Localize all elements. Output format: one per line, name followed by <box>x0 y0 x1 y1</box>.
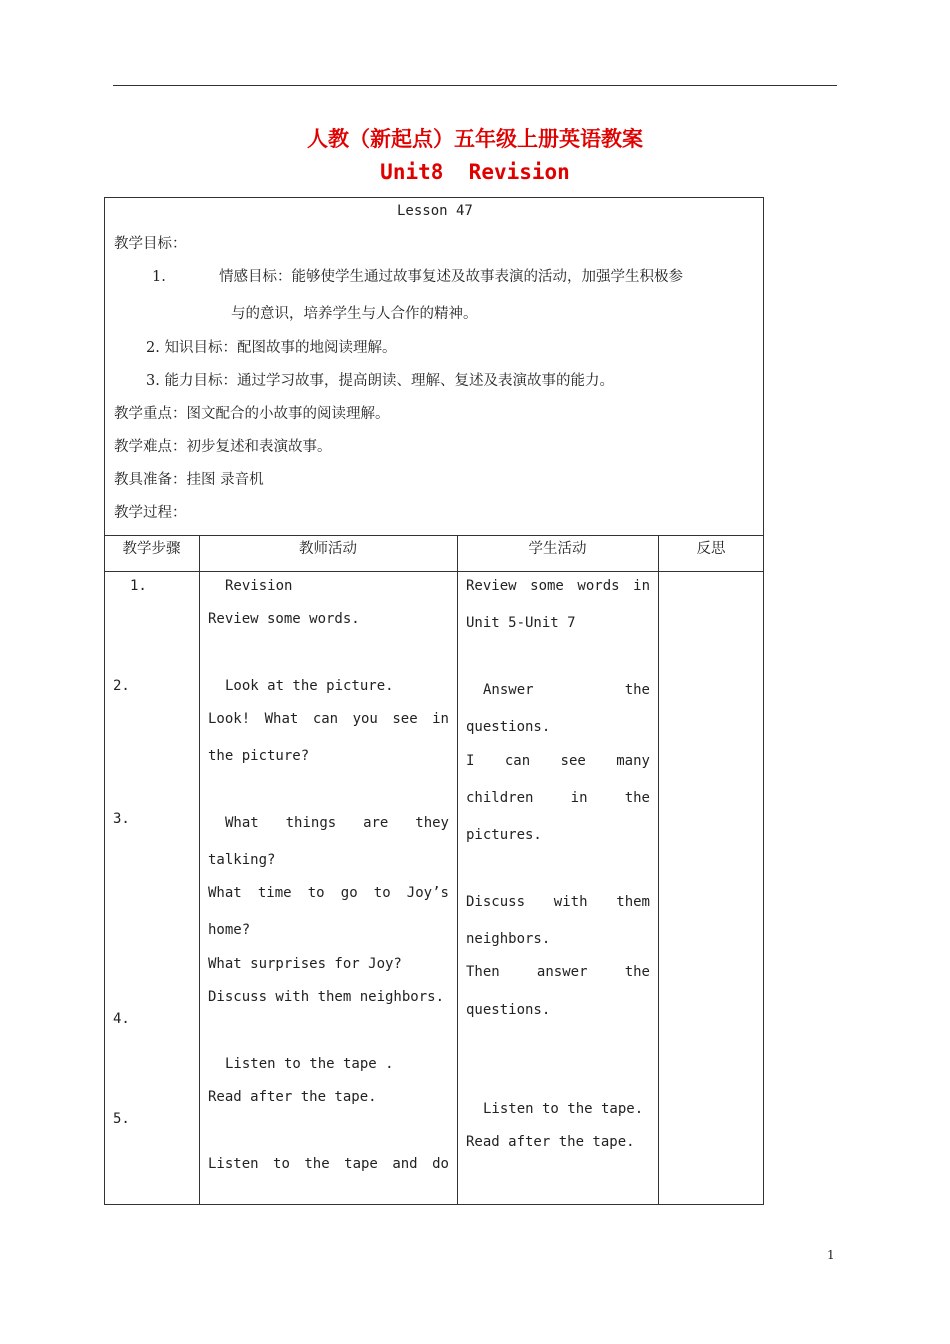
teacher-review-words: Review some words. <box>208 611 360 627</box>
page-number: 1 <box>827 1248 835 1262</box>
table-header-border <box>104 571 764 572</box>
column-divider-1 <box>199 535 200 1205</box>
student-children: children in the <box>466 790 650 806</box>
teacher-listen-tape: Listen to the tape . <box>225 1056 394 1072</box>
lesson-label: Lesson 47 <box>397 203 473 219</box>
column-divider-3 <box>658 535 659 1205</box>
header-steps: 教学步骤 <box>122 541 181 557</box>
table-top-border <box>104 535 764 536</box>
student-pictures: pictures. <box>466 827 542 843</box>
teacher-things-question: What things are they <box>225 815 449 831</box>
student-see: I can see many <box>466 753 650 769</box>
student-neighbors: neighbors. <box>466 931 551 947</box>
step-number: 5. <box>113 1111 130 1127</box>
teacher-revision: Revision <box>225 578 293 594</box>
goal1-line1: 情感目标：能够使学生通过故事复述及故事表演的活动，加强学生积极参 <box>219 269 683 285</box>
page-title: 人教（新起点）五年级上册英语教案 <box>307 127 643 151</box>
student-review-words: Review some words in <box>466 578 650 594</box>
goal1-number: 1. <box>152 269 166 285</box>
teacher-time-question: What time to go to Joy’s <box>208 885 449 901</box>
goal1-line2: 与的意识，培养学生与人合作的精神。 <box>231 306 478 322</box>
header-rule <box>113 85 837 86</box>
process-label: 教学过程： <box>114 505 187 521</box>
student-review-end: Unit 5-Unit 7 <box>466 615 576 631</box>
student-questions-2: questions. <box>466 1002 551 1018</box>
unit-subtitle: Unit8 Revision <box>380 160 570 184</box>
teacher-things-question-end: talking? <box>208 852 276 868</box>
student-discuss: Discuss with them <box>466 894 650 910</box>
teacher-surprises: What surprises for Joy? <box>208 956 402 972</box>
student-listen: Listen to the tape. <box>483 1101 644 1117</box>
goal3: 3. 能力目标：通过学习故事，提高朗读、理解、复述及表演故事的能力。 <box>146 373 614 389</box>
student-answer: Answer the <box>483 682 650 698</box>
step-number: 3. <box>113 811 130 827</box>
goals-label: 教学目标： <box>114 236 187 252</box>
teacher-time-question-end: home? <box>208 922 251 938</box>
header-student: 学生活动 <box>528 541 587 557</box>
step-number: 1. <box>130 578 147 594</box>
teacher-discuss: Discuss with them neighbors. <box>208 989 445 1005</box>
teacher-listen-do: Listen to the tape and do <box>208 1156 449 1172</box>
difficulty: 教学难点：初步复述和表演故事。 <box>114 439 332 455</box>
header-reflection: 反思 <box>696 541 726 557</box>
header-teacher: 教师活动 <box>299 541 357 557</box>
key-point: 教学重点：图文配合的小故事的阅读理解。 <box>114 406 390 422</box>
materials: 教具准备：挂图 录音机 <box>114 472 264 488</box>
column-divider-2 <box>457 535 458 1205</box>
student-then-answer: Then answer the <box>466 964 650 980</box>
teacher-look-picture: Look at the picture. <box>225 678 394 694</box>
teacher-read-after: Read after the tape. <box>208 1089 377 1105</box>
goal2: 2. 知识目标：配图故事的地阅读理解。 <box>146 340 397 356</box>
step-number: 2. <box>113 678 130 694</box>
teacher-look-question: Look! What can you see in <box>208 711 449 727</box>
step-number: 4. <box>113 1011 130 1027</box>
student-questions: questions. <box>466 719 551 735</box>
student-read-after: Read after the tape. <box>466 1134 635 1150</box>
teacher-look-question-end: the picture? <box>208 748 310 764</box>
